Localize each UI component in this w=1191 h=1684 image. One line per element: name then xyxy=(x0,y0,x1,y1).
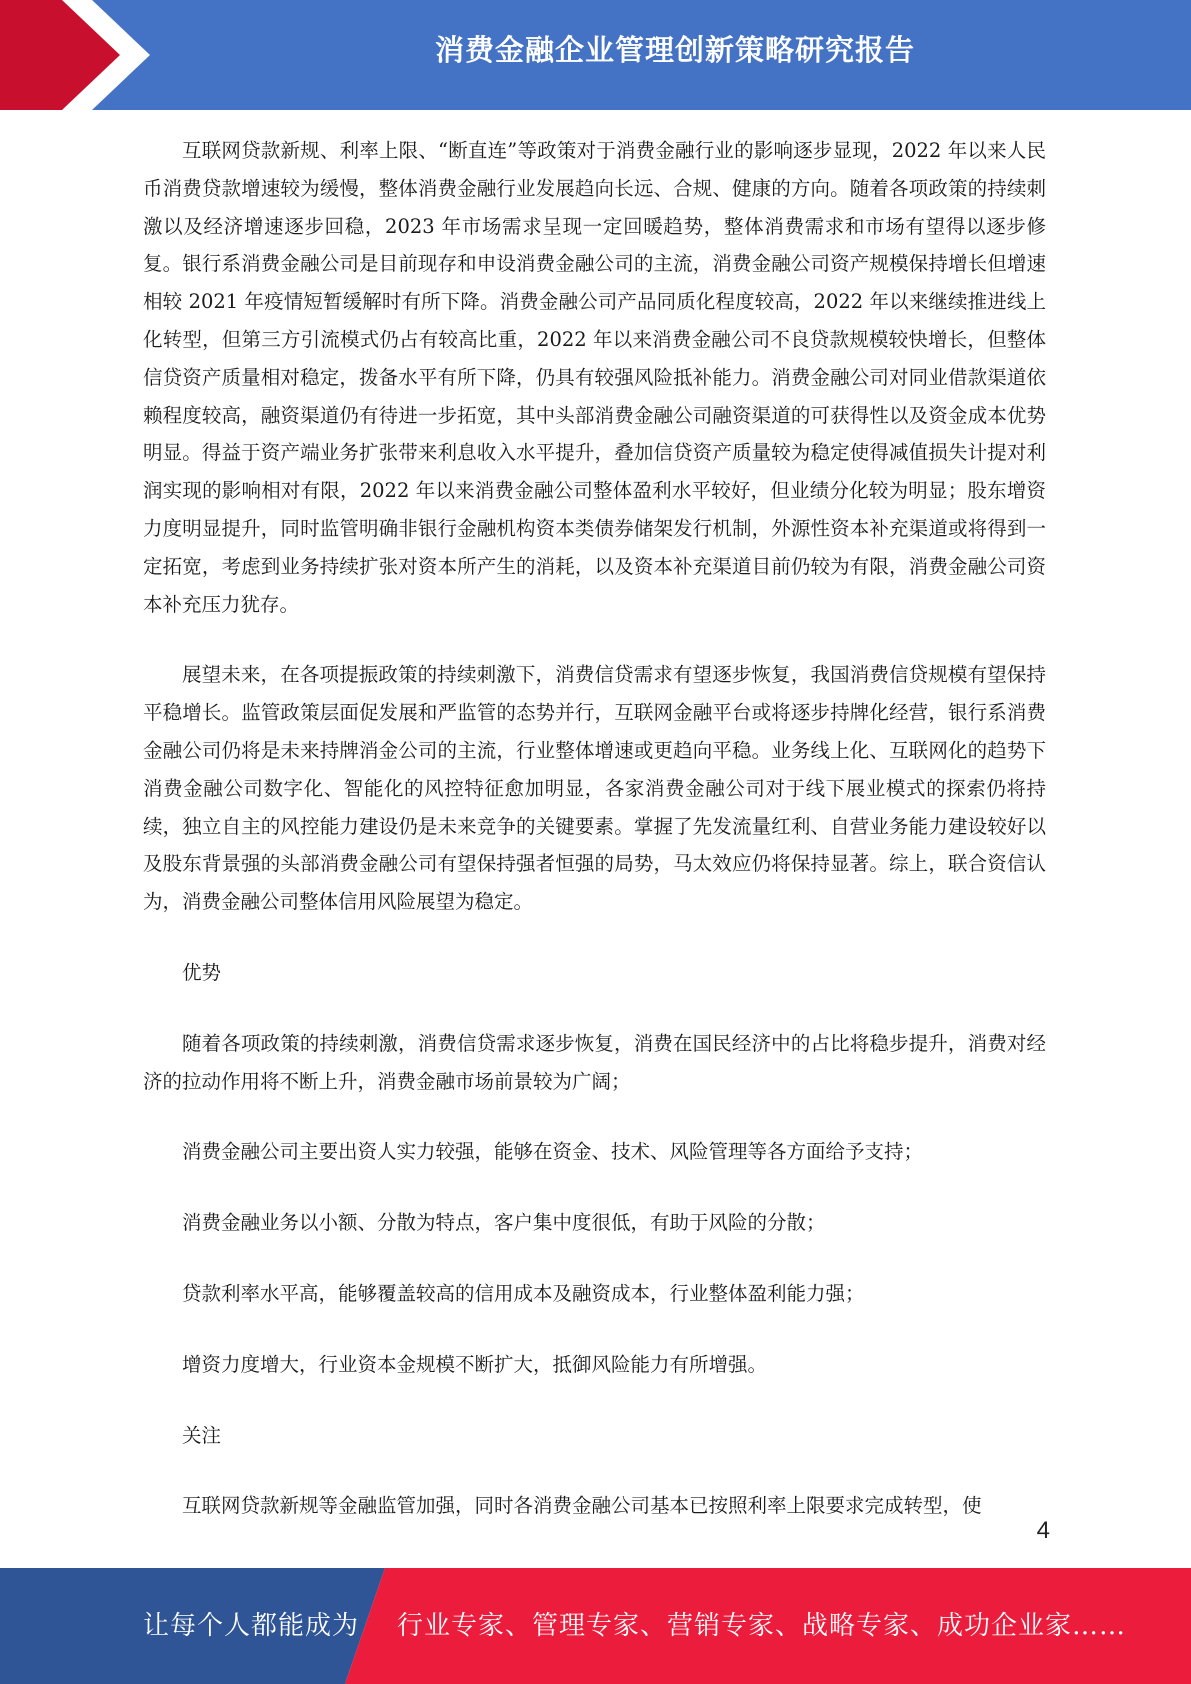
list-item: 随着各项政策的持续刺激，消费信贷需求逐步恢复，消费在国民经济中的占比将稳步提升，消费对经济的拉动作用将不断上升，消费金融市场前景较为广阔； xyxy=(143,1031,1046,1093)
footer-slogan-left: 让每个人都能成为 xyxy=(143,1611,360,1641)
paragraph: 互联网贷款新规等金融监管加强，同时各消费金融公司基本已按照利率上限要求完成转型，使 xyxy=(182,1494,982,1518)
section-heading-concerns: 关注 xyxy=(182,1423,222,1447)
list-item: 增资力度增大，行业资本金规模不断扩大，抵御风险能力有所增强。 xyxy=(182,1352,768,1376)
list-item: 贷款利率水平高，能够覆盖较高的信用成本及融资成本，行业整体盈利能力强； xyxy=(182,1281,865,1305)
paragraph: 展望未来，在各项提振政策的持续刺激下，消费信贷需求有望逐步恢复，我国消费信贷规模有望保持平稳增长。监管政策层面促发展和严监管的态势并行，互联网金融平台或将逐步持牌化经营，银行系消费金融公司仍将是未来持牌消金公司的主流，行业整体增速或更趋向平稳。业务线上化、互联网化的趋势下消费金融公司数字化、智能化的风控特征愈加明显，各家消费金融公司对于线下展业模式的探索仍将持续，独立自主的风控能力建设仍是未来竞争的关键要素。掌握了先发流量红利、自营业务能力建设较好以及股东背景强的头部消费金融公司有望保持强者恒强的局势，马太效应仍将保持显著。综上，联合资信认为，消费金融公司整体信用风险展望为稳定。 xyxy=(143,663,1046,914)
section-heading-strengths: 优势 xyxy=(182,960,222,984)
body-text xyxy=(143,132,1046,1558)
page-number: 4 xyxy=(1036,1517,1050,1544)
footer-band xyxy=(0,1568,1191,1684)
paragraph: 互联网贷款新规、利率上限、“断直连”等政策对于消费金融行业的影响逐步显现，2022 年以来人民币消费贷款增速较为缓慢，整体消费金融行业发展趋向长远、合规、健康的方向。随着各项政策的持续刺激以及经济增速逐步回稳，2023 年市场需求呈现一定回暖趋势，整体消费需求和市场有望得以逐步修复。银行系消费金融公司是目前现存和申设消费金融公司的主流，消费金融公司资产规模保持增长但增速相较 2021 年疫情短暂缓解时有所下降。消费金融公司产品同质化程度较高，2022 年以来继续推进线上化转型，但第三方引流模式仍占有较高比重，2022 年以来消费金融公司不良贷款规模较快增长，但整体信贷资产质量相对稳定，拨备水平有所下降，仍具有较强风险抵补能力。消费金融公司对同业借款渠道依赖程度较高，融资渠道仍有待进一步拓宽，其中头部消费金融公司融资渠道的可获得性以及资金成本优势明显。得益于资产端业务扩张带来利息收入水平提升，叠加信贷资产质量较为稳定使得减值损失计提对利润实现的影响相对有限，2022 年以来消费金融公司整体盈利水平较好，但业绩分化较为明显；股东增资力度明显提升，同时监管明确非银行金融机构资本类债券储架发行机制，外源性资本补充渠道或将得到一定拓宽，考虑到业务持续扩张对资本所产生的消耗，以及资本补充渠道目前仍较为有限，消费金融公司资本补充压力犹存。 xyxy=(143,139,1046,616)
document-title: 消费金融企业管理创新策略研究报告 xyxy=(434,33,915,67)
header-arrow-icon xyxy=(0,0,160,110)
header-band xyxy=(0,0,1191,110)
list-item: 消费金融业务以小额、分散为特点，客户集中度很低，有助于风险的分散； xyxy=(182,1211,826,1235)
footer-slogan-right: 行业专家、管理专家、营销专家、战略专家、成功企业家…… xyxy=(397,1611,1127,1641)
list-item: 消费金融公司主要出资人实力较强，能够在资金、技术、风险管理等各方面给予支持； xyxy=(182,1140,924,1164)
